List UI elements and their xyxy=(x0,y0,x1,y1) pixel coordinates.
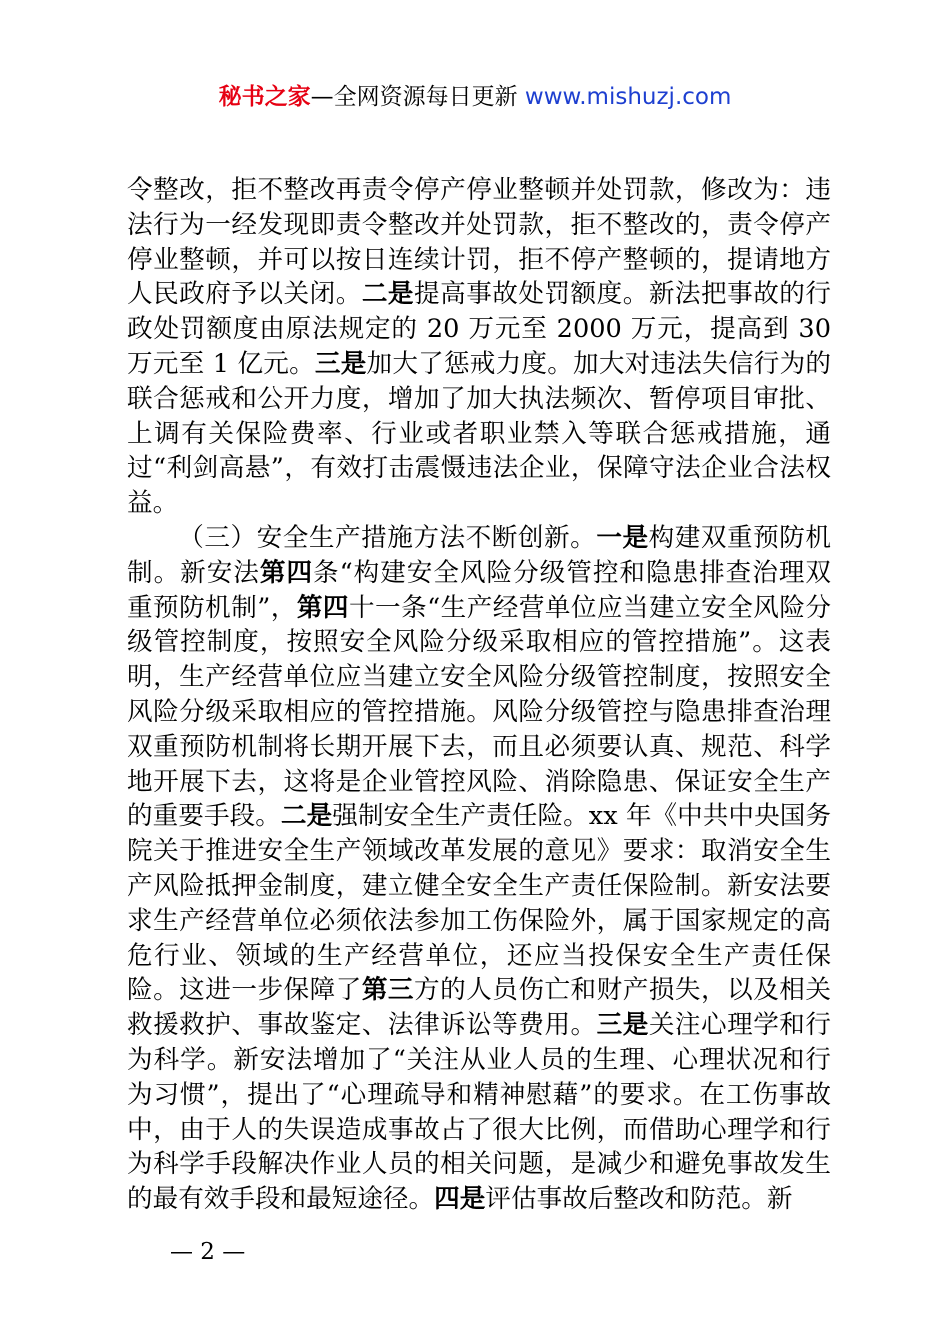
bold-run: 四是 xyxy=(434,1184,486,1215)
paragraph-2 xyxy=(127,521,831,1217)
site-header xyxy=(0,82,950,112)
page-number: — 2 — xyxy=(170,1239,246,1265)
bold-run: 三是 xyxy=(314,348,367,379)
text-run: 关注心理学和行为科学。新安法增加了“关注从业人员的生理、心理状况和行为习惯”，提出了“心理疏导和精神慰藉”的要求。在工伤事故中，由于人的失误造成事故占了很大比例，而借助心理学和行为科学手段解决作业人员的相关问题，是减少和避免事故发生的最有效手段和最短途径。 xyxy=(127,1010,831,1215)
text-run: 方的人员伤亡和财产损失，以及相关救援救护、事故鉴定、法律诉讼等费用。 xyxy=(127,975,831,1041)
text-run: 强制安全生产责任险。xx 年《中共中央国务院关于推进安全生产领域改革发展的意见》要求：取消安全生产风险抵押金制度，建立健全安全生产责任保险制。新安法要求生产经营单位必须依法参加工伤保险外，属于国家规定的高危行业、领域的生产经营单位，还应当投保安全生产责任保险。这进一步保障了 xyxy=(127,801,831,1006)
text-run: 十一条“生产经营单位应当建立安全风险分级管控制度，按照安全风险分级采取相应的管控措施”。这表明，生产经营单位应当建立安全风险分级管控制度，按照安全风险分级采取相应的管控措施。风险分级管控与隐患排查治理双重预防机制将长期开展下去，而且必须要认真、规范、科学地开展下去，这将是企业管控风险、消除隐患、保证安全生产的重要手段。 xyxy=(127,592,831,832)
document-body xyxy=(127,173,831,1217)
bold-run: 二是 xyxy=(361,279,415,310)
bold-run: 第四 xyxy=(259,557,314,588)
text-run: 构建双重预防机制。新安法 xyxy=(127,522,831,588)
bold-run: 二是 xyxy=(280,801,333,832)
site-url-link[interactable]: www.mishuzj.com xyxy=(524,84,732,110)
bold-run: 三是 xyxy=(596,1010,649,1041)
bold-run: 一是 xyxy=(596,522,649,553)
text-run: 令整改，拒不整改再责令停产停业整顿并处罚款，修改为：违法行为一经发现即责令整改并处罚款，拒不整改的，责令停产停业整顿，并可以按日连续计罚，拒不停产整顿的，提请地方人民政府予以关闭。 xyxy=(127,175,831,310)
site-slogan: —全网资源每日更新 xyxy=(310,84,518,110)
site-brand: 秘书之家 xyxy=(218,84,311,110)
section-heading: （三）安全生产措施方法不断创新。 xyxy=(178,522,597,553)
paragraph-1 xyxy=(127,173,831,521)
text-run: 评估事故后整改和防范。新 xyxy=(485,1184,793,1215)
text-run: 加大了惩戒力度。加大对违法失信行为的联合惩戒和公开力度，增加了加大执法频次、暂停项目审批、上调有关保险费率、行业或者职业禁入等联合惩戒措施，通过“利剑高悬”，有效打击震慑违法企业，保障守法企业合法权益。 xyxy=(127,348,831,519)
bold-run: 第四 xyxy=(296,592,349,623)
text-run: 条“构建安全风险分级管控和隐患排查治理双重预防机制”， xyxy=(127,557,831,623)
text-run: 提高事故处罚额度。新法把事故的行政处罚额度由原法规定的 20 万元至 2000 万元，提高到 30 万元至 1 亿元。 xyxy=(127,279,831,379)
bold-run: 第三 xyxy=(361,975,415,1006)
